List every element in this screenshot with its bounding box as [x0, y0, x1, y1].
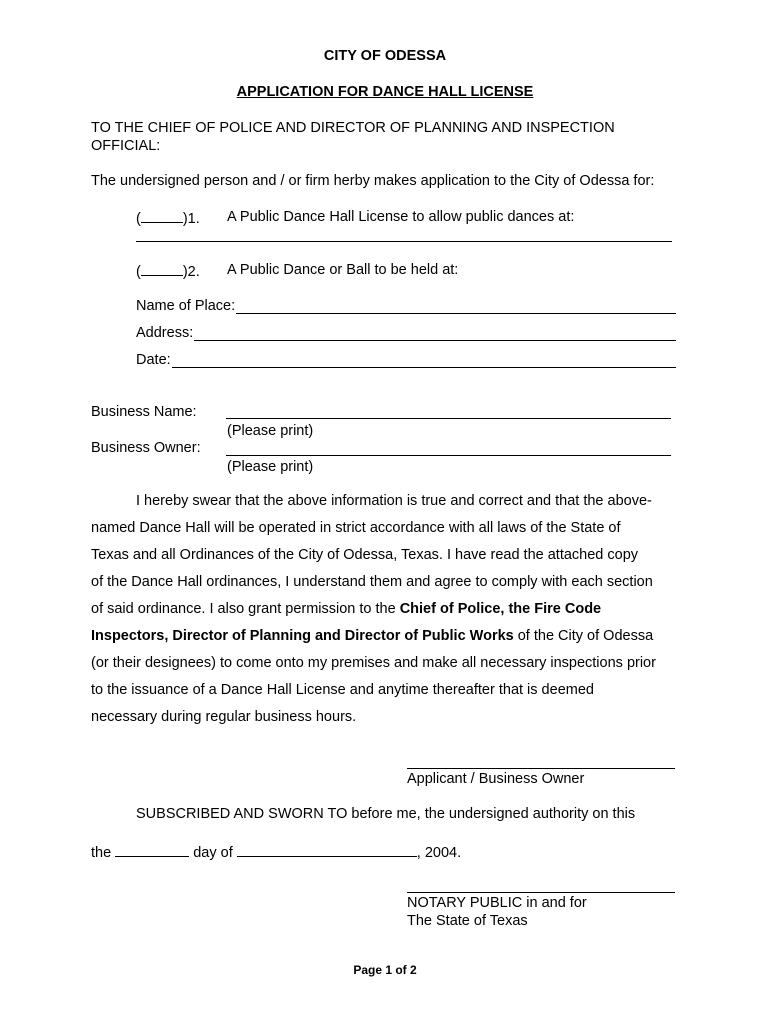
applicant-signature-line[interactable] — [407, 768, 675, 769]
address-field[interactable] — [136, 325, 676, 341]
applicant-signature-label: Applicant / Business Owner — [407, 771, 585, 787]
oath-line-4: of the Dance Hall ordinances, I understand them and agree to comply with each section — [91, 574, 653, 590]
oath-line-1: I hereby swear that the above information is true and correct and that the above- — [136, 493, 652, 509]
option-1-blank[interactable] — [141, 210, 183, 223]
oath-line-5: of said ordinance. I also grant permission to the Chief of Police, the Fire Code — [91, 601, 602, 617]
name-of-place-field[interactable] — [136, 298, 676, 314]
oath-line-2: named Dance Hall will be operated in strict accordance with all laws of the State of — [91, 520, 621, 536]
addressee-line-1: TO THE CHIEF OF POLICE AND DIRECTOR OF PLANNING AND INSPECTION — [91, 120, 615, 136]
business-owner-line[interactable] — [226, 455, 671, 456]
notary-label-line-2: The State of Texas — [407, 913, 528, 929]
date-field[interactable] — [136, 352, 676, 368]
document-city-heading: CITY OF ODESSA — [323, 48, 447, 64]
business-owner-please-print: (Please print) — [227, 459, 314, 475]
option-1-text: A Public Dance Hall License to allow public dances at: — [227, 209, 575, 225]
option-2-text: A Public Dance or Ball to be held at: — [227, 262, 459, 278]
name-of-place-label: Name of Place: — [136, 298, 236, 314]
notary-signature-line[interactable] — [407, 892, 675, 893]
date-label: Date: — [136, 352, 171, 368]
document-title: APPLICATION FOR DANCE HALL LICENSE — [236, 84, 534, 100]
business-owner-label: Business Owner: — [91, 440, 201, 456]
option-1-checkbox[interactable]: ( )1. — [136, 211, 200, 227]
option-1-location-line[interactable] — [136, 241, 672, 242]
page-number: Page 1 of 2 — [353, 963, 417, 977]
option-2-blank[interactable] — [141, 263, 183, 276]
addressee-line-2: OFFICIAL: — [91, 138, 161, 154]
oath-line-7: (or their designees) to come onto my premises and make all necessary inspections prior — [91, 655, 656, 671]
name-of-place-line[interactable] — [236, 299, 676, 314]
business-name-label: Business Name: — [91, 404, 197, 420]
month-blank[interactable] — [237, 844, 417, 857]
oath-line-8: to the issuance of a Dance Hall License and anytime thereafter that is deemed — [91, 682, 594, 698]
intro-text: The undersigned person and / or firm herby makes application to the City of Odessa for: — [91, 173, 655, 189]
day-blank[interactable] — [115, 844, 189, 857]
business-name-please-print: (Please print) — [227, 423, 314, 439]
notary-label-line-1: NOTARY PUBLIC in and for — [407, 895, 587, 911]
address-label: Address: — [136, 325, 194, 341]
option-2-checkbox[interactable]: ( )2. — [136, 264, 200, 280]
date-line[interactable] — [172, 353, 676, 368]
day-line: the day of , 2004. — [91, 845, 462, 861]
address-line[interactable] — [194, 326, 676, 341]
business-name-line[interactable] — [226, 418, 671, 419]
sworn-statement: SUBSCRIBED AND SWORN TO before me, the undersigned authority on this — [136, 806, 636, 822]
oath-line-9: necessary during regular business hours. — [91, 709, 357, 725]
oath-line-3: Texas and all Ordinances of the City of Odessa, Texas. I have read the attached copy — [91, 547, 639, 563]
oath-line-6: Inspectors, Director of Planning and Director of Public Works of the City of Odessa — [91, 628, 654, 644]
